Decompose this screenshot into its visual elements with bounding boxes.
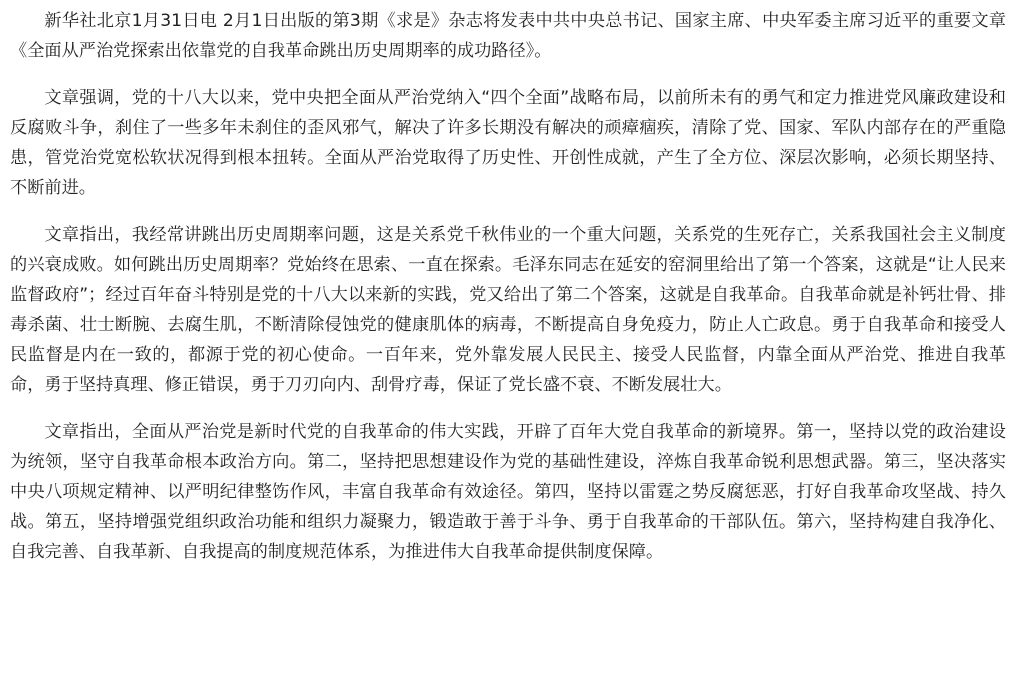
article-paragraph-2: 文章强调，党的十八大以来，党中央把全面从严治党纳入“四个全面”战略布局，以前所未有的勇气和定力推进党风廉政建设和反腐败斗争，刹住了一些多年未刹住的歪风邪气，解决了许多长期没有解决的顽瘴痼疾，清除了党、国家、军队内部存在的严重隐患，管党治党宽松软状况得到根本扭转。全面从严治党取得了历史性、开创性成就，产生了全方位、深层次影响，必须长期坚持、不断前进。 xyxy=(10,88,1006,198)
article-paragraph-1: 新华社北京1月31日电 2月1日出版的第3期《求是》杂志将发表中共中央总书记、国家主席、中央军委主席习近平的重要文章《全面从严治党探索出依靠党的自我革命跳出历史周期率的成功路径》。 xyxy=(10,11,1006,61)
article-paragraph-3: 文章指出，我经常讲跳出历史周期率问题，这是关系党千秋伟业的一个重大问题，关系党的生死存亡，关系我国社会主义制度的兴衰成败。如何跳出历史周期率？党始终在思索、一直在探索。毛泽东同志在延安的窑洞里给出了第一个答案，这就是“让人民来监督政府”；经过百年奋斗特别是党的十八大以来新的实践，党又给出了第二个答案，这就是自我革命。自我革命就是补钙壮骨、排毒杀菌、壮士断腕、去腐生肌，不断清除侵蚀党的健康肌体的病毒，不断提高自身免疫力，防止人亡政息。勇于自我革命和接受人民监督是内在一致的，都源于党的初心使命。一百年来，党外靠发展人民民主、接受人民监督，内靠全面从严治党、推进自我革命，勇于坚持真理、修正错误，勇于刀刃向内、刮骨疗毒，保证了党长盛不衰、不断发展壮大。 xyxy=(10,225,1006,395)
article-paragraph-4: 文章指出，全面从严治党是新时代党的自我革命的伟大实践，开辟了百年大党自我革命的新境界。第一，坚持以党的政治建设为统领，坚守自我革命根本政治方向。第二，坚持把思想建设作为党的基础性建设，淬炼自我革命锐利思想武器。第三，坚决落实中央八项规定精神、以严明纪律整饬作风，丰富自我革命有效途径。第四，坚持以雷霆之势反腐惩恶，打好自我革命攻坚战、持久战。第五，坚持增强党组织政治功能和组织力凝聚力，锻造敢于善于斗争、勇于自我革命的干部队伍。第六，坚持构建自我净化、自我完善、自我革新、自我提高的制度规范体系，为推进伟大自我革命提供制度保障。 xyxy=(10,422,1006,562)
